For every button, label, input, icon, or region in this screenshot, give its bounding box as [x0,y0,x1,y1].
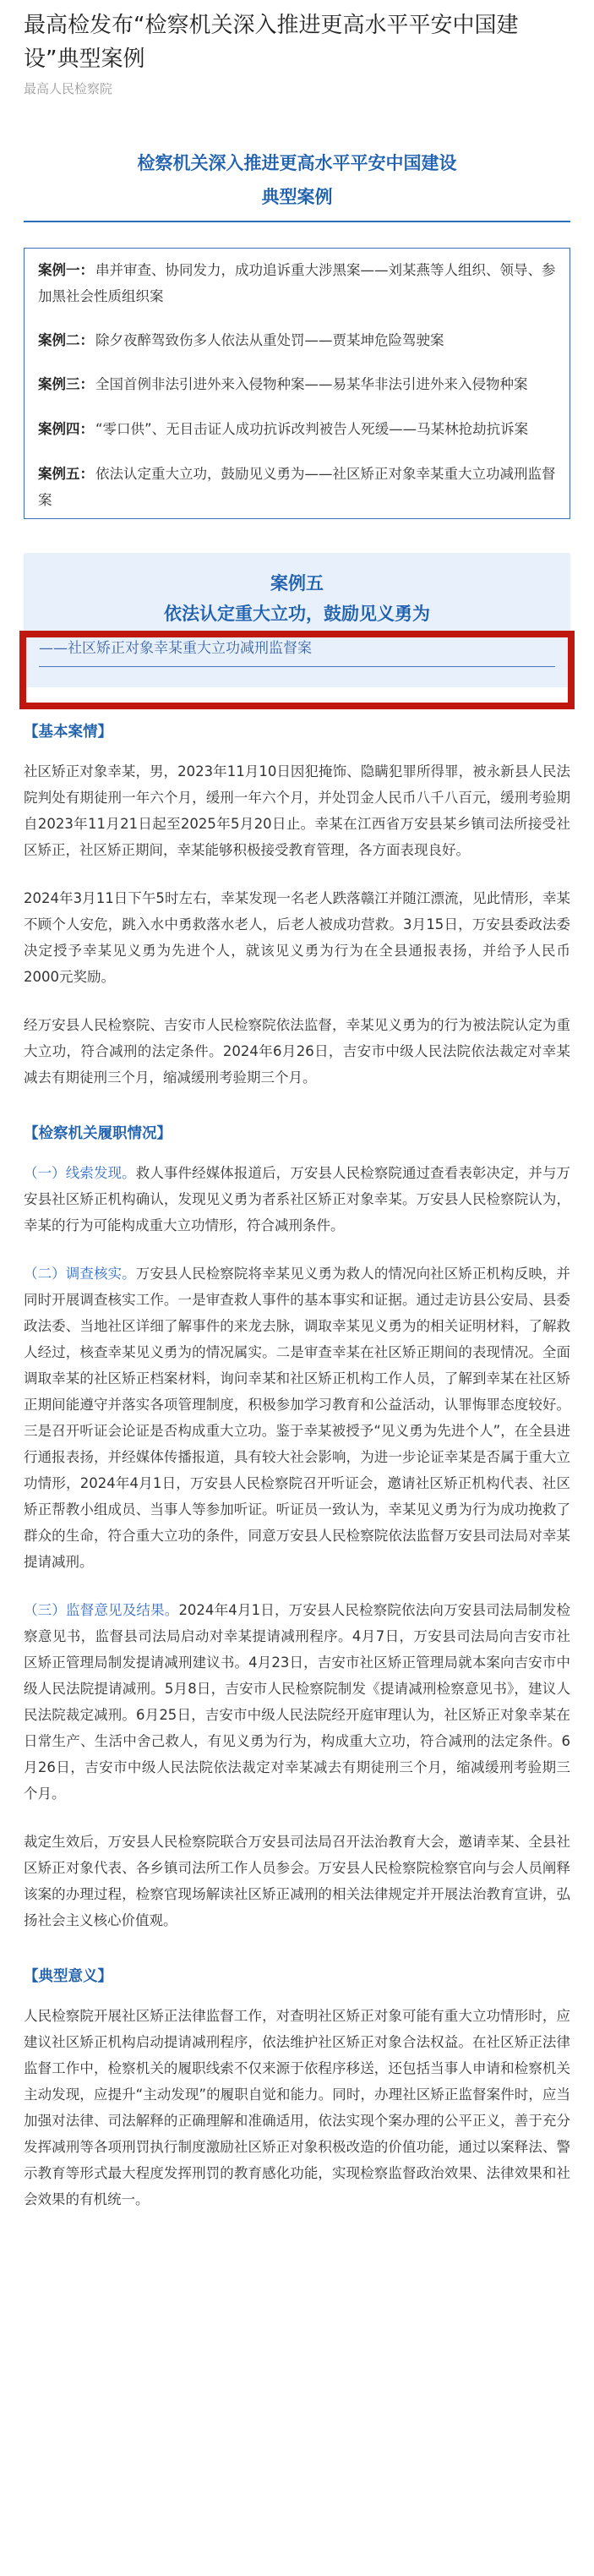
case-list-item-label: 案例二： [38,332,94,348]
case-number: 案例五 [270,573,324,593]
case-list-item-5 [38,461,558,513]
case-list-item-text: 全国首例非法引进外来入侵物种案——易某华非法引进外来入侵物种案 [95,376,528,392]
section-heading-significance: 【典型意义】 [24,1968,112,1985]
performance-item-lead: （一）线索发现。 [24,1165,136,1181]
case-list-item-label: 案例三： [38,376,94,392]
performance-item-text: 救人事件经媒体报道后，万安县人民检察院通过查看表彰决定，并与万安县社区矫正机构确认，发现见义勇为者系社区矫正对象幸某。万安县人民检察院认为，幸某的行为可能构成重大立功情形，符合减刑条件。 [24,1165,571,1233]
performance-closing: 裁定生效后，万安县人民检察院联合万安县司法局召开法治教育大会，邀请幸某、全县社区矫正对象代表、各乡镇司法所工作人员参会。万安县人民检察院检察官向与会人员阐释该案的办理过程，检察官现场解读社区矫正减刑的相关法律规定并开展法治教育宣讲，弘扬社会主义核心价值观。 [24,1834,570,1928]
highlight-frame [19,631,575,709]
performance-item-text: 万安县人民检察院将幸某见义勇为救人的情况向社区矫正机构反映，并同时开展调查核实工作。一是审查救人事件的基本事实和证据。通过走访县公安局、县委政法委、当地社区详细了解事件的来龙去脉，调取幸某见义勇为的相关证明材料，了解救人经过，核查幸某见义勇为的情况属实。二是审查幸某在社区矫正期间的表现情况。全面调取幸某的社区矫正档案材料，询问幸某和社区矫正机构工作人员，了解到幸某在社区矫正期间能遵守并落实各项管理制度，积极参加学习教育和公益活动，认罪悔罪态度较好。三是召开听证会论证是否构成重大立功。鉴于幸某被授予“见义勇为先进个人”，在全县进行通报表扬，并经媒体传播报道，具有较大社会影响，为进一步论证幸某是否属于重大立功情形，2024年4月1日，万安县人民检察院召开听证会，邀请社区矫正机构代表、社区矫正帮教小组成员、当事人等参加听证。听证员一致认为，幸某见义勇为行为成功挽救了群众的生命，符合重大立功的条件，同意万安县人民检察院依法监督万安县司法局对幸某提请减刑。 [24,1266,571,1570]
case-list-item-text: “零口供”、无目击证人成功抗诉改判被告人死缓——马某林抢劫抗诉案 [95,421,529,437]
case-list-item-label: 案例五： [38,466,94,482]
banner-title: 检察机关深入推进更高水平平安中国建设 [137,153,457,173]
case-list-item-2 [38,327,558,353]
article-author[interactable]: 最高人民检察院 [24,81,113,96]
article-title: 最高检发布“检察机关深入推进更高水平平安中国建设”典型案例 [24,13,519,72]
basic-paragraph: 社区矫正对象幸某，男，2023年11月10日因犯掩饰、隐瞒犯罪所得罪，被永新县人民法院判处有期徒刑一年六个月，缓刑一年六个月，并处罚金人民币八千八百元，缓刑考验期自2023年11月21日起至2025年5月20日止。幸某在江西省万安县某乡镇司法所接受社区矫正，社区矫正期间，幸某能够积极接受教育管理，各方面表现良好。 [24,763,570,858]
case-list-item-text: 除夕夜醉驾致伤多人依法从重处罚——贾某坤危险驾驶案 [95,332,444,348]
case-headline: 依法认定重大立功，鼓励见义勇为 [164,604,430,624]
performance-item [24,1261,570,1575]
performance-item [24,1160,570,1239]
significance-paragraph: 人民检察院开展社区矫正法律监督工作，对查明社区矫正对象可能有重大立功情形时，应建议社区矫正机构启动提请减刑程序，依法维护社区矫正对象合法权益。在社区矫正法律监督工作中，检察机关的履职线索不仅来源于依程序移送，还包括当事人申请和检察机关主动发现，应提升“主动发现”的履职自觉和能力。同时，办理社区矫正监督案件时，应当加强对法律、司法解释的正确理解和准确适用，依法实现个案办理的公平正义，善于充分发挥减刑等各项刑罚执行制度激励社区矫正对象积极改造的价值功能，通过以案释法、警示教育等形式最大程度发挥刑罚的教育感化功能，实现检察监督政治效果、法律效果和社会效果的有机统一。 [24,2008,570,2207]
performance-item-lead: （三）监督意见及结果。 [24,1602,179,1618]
basic-paragraph: 2024年3月11日下午5时左右，幸某发现一名老人跌落赣江并随江漂流，见此情形，幸某不顾个人安危，跳入水中勇救落水老人，后老人被成功营救。3月15日，万安县委政法委决定授予幸某见义勇为先进个人，就该见义勇为行为在全县通报表扬，并给予人民币2000元奖励。 [24,890,570,985]
case-list-item-label: 案例一： [38,262,94,278]
section-heading-basic: 【基本案情】 [24,724,112,741]
performance-item-text: 2024年4月1日，万安县人民检察院依法向万安县司法局制发检察意见书，监督县司法局启动对幸某提请减刑程序。4月7日，万安县司法局向吉安市社区矫正管理局制发提请减刑建议书。4月23日，吉安市社区矫正管理局就本案向吉安市中级人民法院提请减刑。5月8日，吉安市人民检察院制发《提请减刑检察意见书》，建议人民法院裁定减刑。6月25日，吉安市中级人民法院经开庭审理认为，社区矫正对象幸某在日常生产、生活中舍己救人，有见义勇为行为，构成重大立功，符合减刑的法定条件。6月26日，吉安市中级人民法院依法裁定对幸某减去有期徒刑三个月，缩减缓刑考验期三个月。 [24,1602,570,1802]
basic-paragraph: 经万安县人民检察院、吉安市人民检察院依法监督，幸某见义勇为的行为被法院认定为重大立功，符合减刑的法定条件。2024年6月26日，吉安市中级人民法院依法裁定对幸某减去有期徒刑三个月，缩减缓刑考验期三个月。 [24,1017,570,1086]
case-subtitle: ——社区矫正对象幸某重大立功减刑监督案 [39,636,555,667]
case-list [24,248,570,519]
case-list-item-3 [38,371,558,397]
performance-item-lead: （二）调查核实。 [24,1266,136,1282]
case-list-item-1 [38,257,558,309]
performance-item [24,1597,570,1807]
case-list-item-text: 串并审查、协同发力，成功追诉重大涉黑案——刘某燕等人组织、领导、参加黑社会性质组织案 [38,262,556,304]
banner-subtitle: 典型案例 [261,187,333,207]
banner-divider [24,221,570,222]
case-list-item-text: 依法认定重大立功，鼓励见义勇为——社区矫正对象幸某重大立功减刑监督案 [38,466,556,508]
case-list-item-label: 案例四： [38,421,94,437]
section-heading-performance: 【检察机关履职情况】 [24,1125,172,1142]
case-list-item-4 [38,416,558,442]
